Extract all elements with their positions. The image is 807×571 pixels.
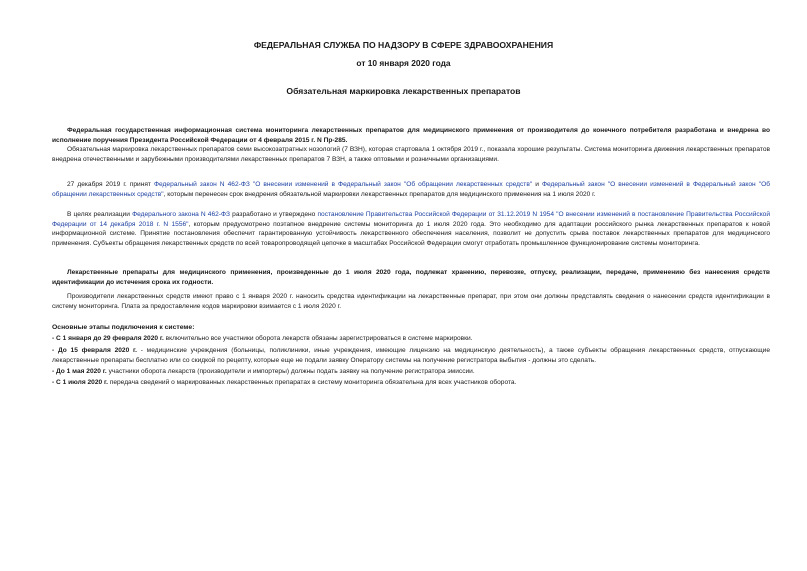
stage-item — [52, 378, 770, 388]
law-text-3: , которым перенесен срок внедрения обязательной маркировки лекарственных препаратов для медицинского применения на 1 июля 2020 г. — [163, 190, 596, 198]
implementation-paragraph — [52, 210, 770, 248]
stage-text: участники оборота лекарств (производители и импортеры) должны подать заявку на получение регистратора эмиссии. — [106, 368, 475, 375]
stage-text: передача сведений о маркированных лекарственных препаратах в систему мониторинга обязательна для всех участников оборота. — [107, 379, 517, 386]
stages-heading: Основные этапы подключения к системе: — [52, 324, 195, 331]
federal-law-462-link[interactable]: Федеральный закон N 462-ФЗ "О внесении изменений в Федеральный закон "Об обращении лекарственных средств" — [154, 181, 533, 188]
impl-text-2: разработано и утверждено — [230, 211, 318, 218]
document-date: от 10 января 2020 года — [356, 58, 451, 68]
law-text-1: 27 декабря 2019 г. принят — [67, 181, 155, 188]
organization-header: ФЕДЕРАЛЬНАЯ СЛУЖБА ПО НАДЗОРУ В СФЕРЕ ЗДРАВООХРАНЕНИЯ — [253, 40, 554, 50]
law-text-2: и — [532, 181, 542, 188]
medicines-paragraph — [52, 268, 770, 287]
manufacturers-text: Производители лекарственных средств имеют право с 1 января 2020 г. наносить средства идентификации на лекарственные препарат, при этом они должны представлять сведения о нанесении средств идентификации в систему мониторинга. Плата за предоставление кодов маркировки взимается с 1 июля 2020 г. — [52, 293, 770, 310]
intro-bold-text: Федеральная государственная информационная система мониторинга лекарственных препаратов для медицинского применения от производителя до конечного потребителя разработана и внедрена во исполнение поручения Президента Российской Федерации от 4 февраля 2015 г. N Пр-285. — [52, 127, 770, 144]
stage-item — [52, 367, 770, 377]
stage-text: включительно все участники оборота лекарств обязаны зарегистрироваться в системе маркировки. — [163, 335, 473, 342]
results-paragraph — [52, 145, 770, 164]
document-title: Обязательная маркировка лекарственных препаратов — [286, 86, 521, 96]
stage-date: - До 1 мая 2020 г. — [52, 368, 107, 375]
impl-text-3: , которым предусмотрено поэтапное внедрение системы мониторинга до 1 июля 2020 года. Это необходимо для адаптации российского рынка лекарственных препаратов к новой информационной системе. Принятие постановления обеспечит гарантированную устойчивость лекарственного обеспечения населения, позволит не допустить срыва поставок лекарственных препаратов для медицинского применения. Субъекты обращения лекарственных средств по всей товаропроводящей цепочке в масштабах Российской Федерации смогут отработать промышленное функционирование системы мониторинга. — [52, 220, 771, 247]
government-decree-1954-link[interactable]: постановление Правительства Российской Федерации от 31.12.2019 N 1954 "О внесении изменений в постановление Правительства Российской Федерации от 14 декабря 2018 г. N 1556" — [52, 211, 771, 228]
medicines-bold-text: Лекарственные препараты для медицинского применения, произведенные до 1 июля 2020 года, подлежат хранению, перевозке, отпуску, реализации, передаче, применению без нанесения средств идентификации до истечения срока их годности. — [52, 269, 770, 286]
impl-text-1: В целях реализации — [67, 211, 133, 218]
stage-text: - медицинские учреждения (больницы, поликлиники, иные учреждения, имеющие лицензию на медицинскую деятельность), а также субъекты обращения лекарственных средств, отпускающие лекарственные препараты бесплатно или со скидкой по рецепту, которые еще не подали заявку Оператору системы на получение регистратора выбытия - должны это сделать. — [52, 347, 770, 364]
manufacturers-paragraph — [52, 292, 770, 311]
federal-law-amendment-link[interactable]: Федеральный закон "О внесении изменений в Федеральный закон "Об обращении лекарственных средств" — [52, 181, 770, 198]
stage-date: - С 1 января до 29 февраля 2020 г. — [52, 335, 164, 342]
stage-date: - До 15 февраля 2020 г. — [52, 347, 137, 354]
intro-paragraph — [52, 126, 770, 145]
stage-item — [52, 346, 770, 365]
law-paragraph — [52, 180, 770, 199]
results-text: Обязательная маркировка лекарственных препаратов семи высокозатратных нозологий (7 ВЗН), которая стартовала 1 октября 2019 г., показала хорошие результаты. Система мониторинга движения лекарственных препаратов внедрена отечественными и зарубежными производителями лекарственных препаратов 7 ВЗН, а также оптовыми и розничными организациями. — [52, 146, 770, 163]
federal-law-462-ref-link[interactable]: Федерального закона N 462-ФЗ — [132, 211, 231, 218]
stage-item — [52, 334, 770, 344]
stage-date: - С 1 июля 2020 г. — [52, 379, 108, 386]
